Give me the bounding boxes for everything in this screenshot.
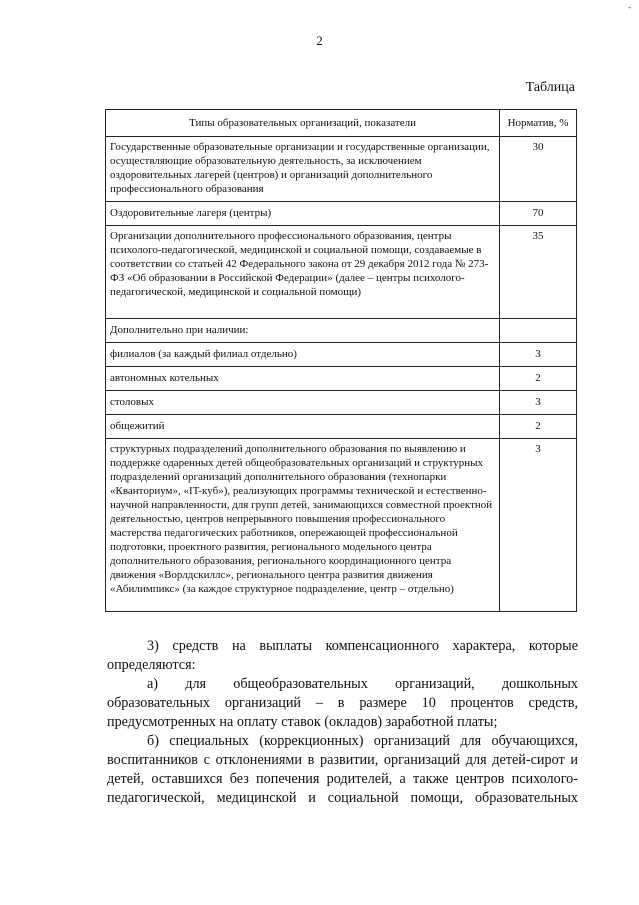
header-norm: Норматив, % xyxy=(500,110,577,137)
table-caption: Таблица xyxy=(525,80,575,95)
row-norm: 30 xyxy=(500,137,577,202)
row-norm: 2 xyxy=(500,415,577,439)
table-row xyxy=(106,319,577,343)
row-type: автономных котельных xyxy=(106,367,500,391)
table-row xyxy=(106,367,577,391)
table-header-row xyxy=(106,110,577,137)
table-row xyxy=(106,343,577,367)
row-norm: 3 xyxy=(500,439,577,612)
header-type: Типы образовательных организаций, показатели xyxy=(106,110,500,137)
page-number: 2 xyxy=(316,33,323,48)
row-norm: 2 xyxy=(500,367,577,391)
row-type: столовых xyxy=(106,391,500,415)
corner-mark: - xyxy=(628,2,631,12)
row-norm: 70 xyxy=(500,202,577,226)
paragraph: 3) средств на выплаты компенсационного характера, которые xyxy=(147,638,578,654)
table-row xyxy=(106,202,577,226)
row-norm: 3 xyxy=(500,391,577,415)
row-norm xyxy=(500,319,577,343)
table-row xyxy=(106,137,577,202)
paragraph: определяются: xyxy=(107,657,196,673)
row-norm: 35 xyxy=(500,226,577,319)
row-norm: 3 xyxy=(500,343,577,367)
table-row xyxy=(106,391,577,415)
row-type: общежитий xyxy=(106,415,500,439)
paragraph: а) для общеобразовательных организаций, дошкольных образовательных организаций – в размере 10 процентов средств, предусмотренных на оплату ставок (окладов) заработной платы; xyxy=(107,676,578,730)
body-text xyxy=(107,637,578,808)
row-type: филиалов (за каждый филиал отдельно) xyxy=(106,343,500,367)
norms-table xyxy=(105,109,577,612)
row-type: Государственные образовательные организации и государственные организации, осуществляющие образовательную деятельность, за исключением оздоровительных лагерей (центров) и организаций дополнительного профессионального образования xyxy=(106,137,500,202)
table-row xyxy=(106,415,577,439)
row-type: Оздоровительные лагеря (центры) xyxy=(106,202,500,226)
row-type: структурных подразделений дополнительного образования по выявлению и поддержке одаренных детей общеобразовательных организаций и структурных подразделений организаций дополнительного образования (технопарки «Кванториум», «IT-куб»), реализующих программы технической и естественно-научной направленности, для групп детей, занимающихся совместной проектной деятельностью, центров непрерывного повышения профессионального мастерства педагогических работников, опережающей профессиональной подготовки, проектного развития, регионального модельного центра дополнительного образования, регионального координационного центра движения «Ворлдскиллс», регионального центра развития движения «Абилимпикс» (за каждое структурное подразделение, центр – отдельно) xyxy=(106,439,500,612)
paragraph: б) специальных (коррекционных) организаций для обучающихся, воспитанников с отклонениями в развитии, организаций для детей-сирот и детей, оставшихся без попечения родителей, а также центров психолого-педагогической, медицинской и социальной помощи, образовательных xyxy=(107,733,578,806)
row-type: Дополнительно при наличии: xyxy=(106,319,500,343)
table-row xyxy=(106,226,577,319)
table-row xyxy=(106,439,577,612)
row-type: Организации дополнительного профессионального образования, центры психолого-педагогической, медицинской и социальной помощи, создаваемые в соответствии со статьей 42 Федерального закона от 29 декабря 2012 года № 273-ФЗ «Об образовании в Российской Федерации» (далее – центры психолого-педагогической, медицинской и социальной помощи) xyxy=(106,226,500,319)
